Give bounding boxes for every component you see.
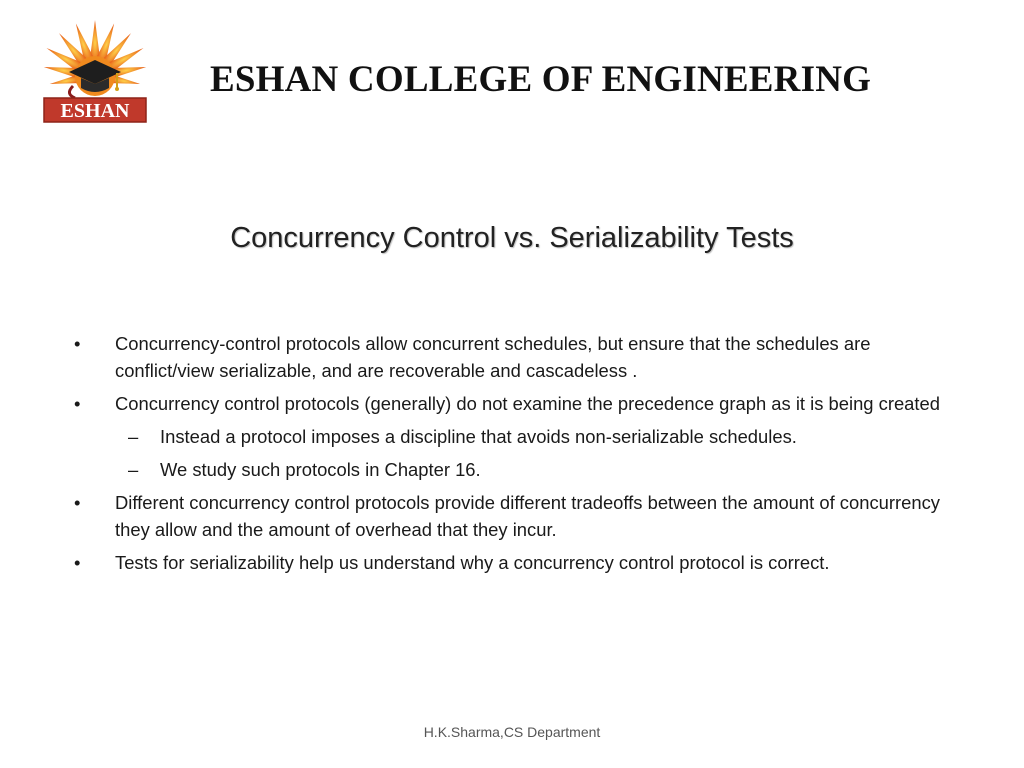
- sub-bullet-item: [72, 423, 952, 450]
- bullet-item: [72, 489, 952, 543]
- bullet-marker: •: [74, 333, 81, 354]
- svg-text:ESHAN: ESHAN: [60, 100, 130, 122]
- bullet-list: [72, 330, 952, 582]
- bullet-marker: •: [74, 552, 81, 573]
- sub-bullet-text: We study such protocols in Chapter 16.: [160, 459, 481, 480]
- slide-title: Concurrency Control vs. Serializability Tests: [230, 222, 794, 254]
- footer-author: H.K.Sharma,CS Department: [423, 724, 601, 740]
- bullet-text: Tests for serializability help us understand why a concurrency control protocol is correct.: [115, 552, 830, 573]
- sub-bullet-item: [72, 456, 952, 483]
- bullet-marker: •: [74, 393, 81, 414]
- dash-marker: –: [128, 459, 139, 480]
- sub-bullet-text: Instead a protocol imposes a discipline that avoids non-serializable schedules.: [160, 426, 797, 447]
- bullet-item: [72, 390, 952, 417]
- college-logo: [34, 18, 156, 126]
- bullet-text: Concurrency control protocols (generally) do not examine the precedence graph as it is being created: [115, 393, 940, 414]
- bullet-item: [72, 330, 952, 384]
- bullet-item: [72, 549, 952, 576]
- sunburst-graduation-cap-icon: [34, 18, 156, 126]
- bullet-text: Concurrency-control protocols allow concurrent schedules, but ensure that the schedules are conflict/view serializable, and are recoverable and cascadeless .: [115, 333, 871, 381]
- bullet-text: Different concurrency control protocols provide different tradeoffs between the amount of concurrency they allow and the amount of overhead that they incur.: [115, 492, 940, 540]
- bullet-marker: •: [74, 492, 81, 513]
- dash-marker: –: [128, 426, 139, 447]
- college-name: ESHAN COLLEGE OF ENGINEERING: [210, 59, 872, 100]
